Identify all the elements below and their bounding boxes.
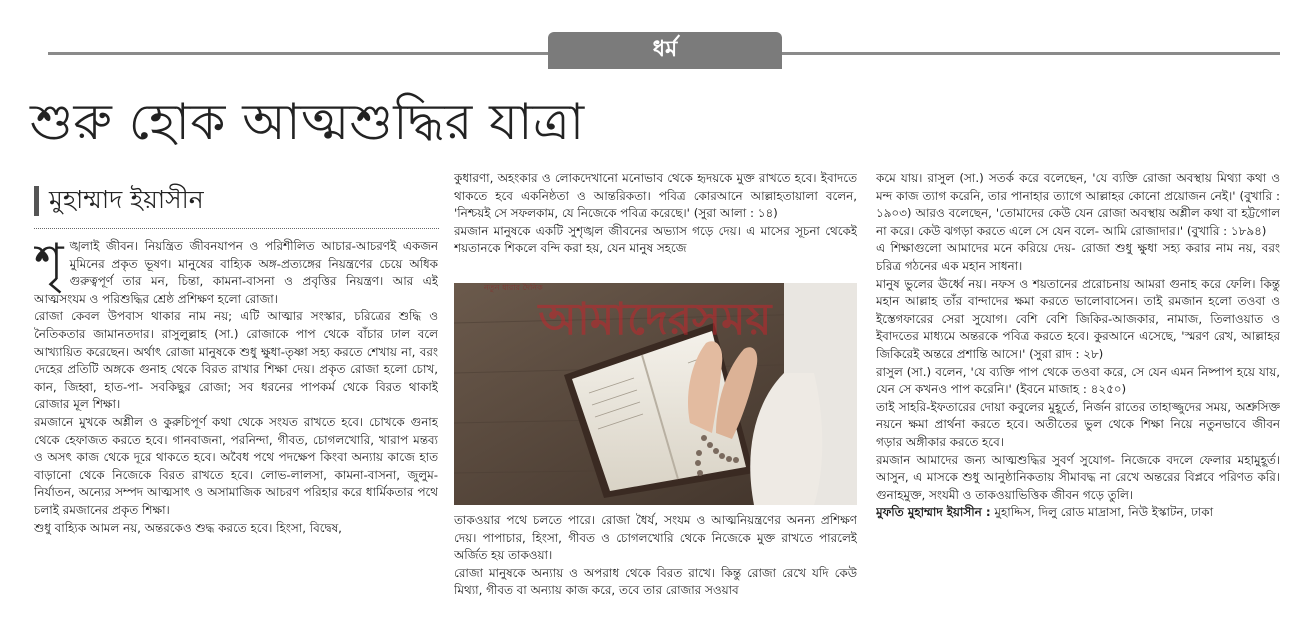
byline-bar xyxy=(34,186,39,216)
author-note xyxy=(876,504,1280,522)
article-photo xyxy=(454,283,857,505)
paragraph: মানুষ ভুলের ঊর্ধ্বে নয়। নফস ও শয়তানের প্ররোচনায় আমরা গুনাহ করে ফেলি। কিন্তু মহান আল্লাহ তাঁর বান্দাদের ক্ষমা করতে ভালোবাসেন। তাই রমজান হলো তওবা ও ইস্তেগফারের সেরা সুযোগ। বেশি বেশি জিকির-আজকার, নামাজ, তিলাওয়াত ও ইবাদতের মাধ্যমে অন্তরকে পবিত্র করতে হবে। কুরআনে এসেছে, 'স্মরণ রেখ, আল্লাহর জিকিরেই অন্তরে প্রশান্তি আসে।' (সুরা রাদ : ২৮) xyxy=(876,276,1280,361)
author-description: মুহাদ্দিস, দিলু রোড মাদ্রাসা, নিউ ইস্কাটন, ঢাকা xyxy=(990,505,1214,520)
paragraph: এ শিক্ষাগুলো আমাদের মনে করিয়ে দেয়- রোজা শুধু ক্ষুধা সহ্য করার নাম নয়, বরং চরিত্র গঠনের এক মহান সাধনা। xyxy=(876,241,1280,273)
article-column-2-bottom xyxy=(454,512,857,612)
paragraph: রোজা মানুষকে অন্যায় ও অপরাধ থেকে বিরত রাখে। কিন্তু রোজা রেখে যদি কেউ মিথ্যা, গীবত বা অন্যায় কাজ করে, তবে তার রোজার সওয়াব xyxy=(454,565,857,598)
article-column-1 xyxy=(34,238,438,608)
article-column-3 xyxy=(876,170,1280,610)
paragraph xyxy=(34,238,438,308)
article-headline: শুরু হোক আত্মশুদ্ধির যাত্রা xyxy=(30,93,585,151)
byline xyxy=(34,180,439,222)
byline-name: মুহাম্মাদ ইয়াসীন xyxy=(49,184,204,214)
paragraph: কমে যায়। রাসুল (সা.) সতর্ক করে বলেছেন, 'যে ব্যক্তি রোজা অবস্থায় মিথ্যা কথা ও মন্দ কাজ ত্যাগ করেনি, তার পানাহার ত্যাগে আল্লাহর কোনো প্রয়োজন নেই।' (বুখারি : ১৯০৩) আরও বলেছেন, 'তোমাদের কেউ যেন রোজা অবস্থায় অশ্লীল কথা বা হট্টগোল না করে। কেউ ঝগড়া করতে এলে সে যেন বলে- আমি রোজাদার।' (বুখারি : ১৮৯৪) xyxy=(876,171,1280,238)
paragraph: কুধারণা, অহংকার ও লোকদেখানো মনোভাব থেকে হৃদয়কে মুক্ত রাখতে হবে। ইবাদতে থাকতে হবে একনিষ্ঠতা ও আন্তরিকতা। পবিত্র কোরআনে আল্লাহতায়ালা বলেন, 'নিশ্চয়ই সে সফলকাম, যে নিজেকে পবিত্র করেছে।' (সুরা আলা : ১৪) xyxy=(454,171,857,221)
section-label: ধর্ম xyxy=(548,32,782,69)
paragraph: তাকওয়ার পথে চলতে পারে। রোজা ধৈর্য, সংযম ও আত্মনিয়ন্ত্রণের অনন্য প্রশিক্ষণ দেয়। পাপাচার, হিংসা, গীবত ও চোগলখোরি থেকে নিজেকে মুক্ত রাখতে পারলেই অর্জিত হয় তাকওয়া। xyxy=(454,513,857,563)
watermark-tagline: নতুন ধারার দৈনিক xyxy=(484,282,543,292)
article-column-2-top xyxy=(454,170,857,280)
paragraph: রমজান আমাদের জন্য আত্মশুদ্ধির সুবর্ণ সুযোগ- নিজেকে বদলে ফেলার মহামুহূর্ত। আসুন, এ মাসকে শুধু আনুষ্ঠানিকতায় সীমাবদ্ধ না রেখে অন্তরের বিপ্লবে পরিণত করি। গুনাহমুক্ত, সংযমী ও তাকওয়াভিত্তিক জীবন গড়ে তুলি। xyxy=(876,452,1280,502)
byline-divider xyxy=(34,228,439,229)
paragraph: রমজান মানুষকে একটি সুশৃঙ্খল জীবনের অভ্যাস গড়ে দেয়। এ মাসের সূচনা থেকেই শয়তানকে শিকলে বন্দি করা হয়, যেন মানুষ সহজে xyxy=(454,223,857,256)
paragraph: তাই সাহরি-ইফতারের দোয়া কবুলের মুহূর্তে, নির্জন রাতের তাহাজ্জুদের সময়, অশ্রুসিক্ত নয়নে ক্ষমা প্রার্থনা করতে হবে। অতীতের ভুল থেকে শিক্ষা নিয়ে নতুনভাবে জীবন গড়ার অঙ্গীকার করতে হবে। xyxy=(876,399,1280,449)
section-rule-right xyxy=(782,52,1280,55)
paragraph: শুধু বাহ্যিক আমল নয়, অন্তরকেও শুদ্ধ করতে হবে। হিংসা, বিদ্বেষ, xyxy=(34,520,342,535)
watermark-logo: আমাদেরসময় xyxy=(538,293,772,345)
paragraph-text: ঙ্খলাই জীবন। নিয়ন্ত্রিত জীবনযাপন ও পরিশীলিত আচার-আচরণই একজন মুমিনের প্রকৃত ভূষণ। মানুষের বাহ্যিক অঙ্গ-প্রত্যঙ্গের নিয়ন্ত্রণের চেয়ে অধিক গুরুত্বপূর্ণ তার মন, চিন্তা, কামনা-বাসনা ও প্রবৃত্তির নিয়ন্ত্রণ। আর এই আত্মসংযম ও পরিশুদ্ধির শ্রেষ্ঠ প্রশিক্ষণ হলো রোজা। xyxy=(34,239,438,306)
paragraph: রমজানে মুখকে অশ্লীল ও কুরুচিপূর্ণ কথা থেকে সংযত রাখতে হবে। চোখকে গুনাহ থেকে হেফাজত করতে হবে। গানবাজনা, পরনিন্দা, গীবত, চোগলখোরি, খারাপ মন্তব্য ও অসৎ কাজ থেকে দূরে থাকতে হবে। অবৈধ পথে পদক্ষেপ কিংবা অন্যায় কাজে হাত বাড়ানো থেকে নিজেকে বিরত রাখতে হবে। লোভ-লালসা, কামনা-বাসনা, জুলুম-নির্যাতন, অন্যের সম্পদ আত্মসাৎ ও অসামাজিক আচরণ পরিহার করে ধার্মিকতার পথে চলাই রমজানের প্রকৃত শিক্ষা। xyxy=(34,414,438,517)
paragraph: রাসুল (সা.) বলেন, 'যে ব্যক্তি পাপ থেকে তওবা করে, সে যেন এমন নিষ্পাপ হয়ে যায়, যেন সে কখনও পাপ করেনি।' (ইবনে মাজাহ : ৪২৫০) xyxy=(876,364,1280,397)
paragraph: রোজা কেবল উপবাস থাকার নাম নয়; এটি আত্মার সংস্কার, চরিত্রের শুদ্ধি ও নৈতিকতার জামানতদার। রাসুলুল্লাহ (সা.) রোজাকে পাপ থেকে বাঁচার ঢাল বলে আখ্যায়িত করেছেন। অর্থাৎ রোজা মানুষকে শুধু ক্ষুধা-তৃষ্ণা সহ্য করতে শেখায় না, বরং দেহের প্রতিটি অঙ্গকে গুনাহ থেকে বিরত রাখার শিক্ষা দেয়। প্রকৃত রোজা হলো চোখ, কান, জিহ্বা, হাত-পা- সবকিছুর রোজা; সব ধরনের পাপকর্ম থেকে বিরত থাকাই রোজার মূল শিক্ষা। xyxy=(34,309,438,412)
drop-cap: শৃ xyxy=(34,238,64,291)
author-name: মুফতি মুহাম্মাদ ইয়াসীন : xyxy=(876,505,991,520)
section-rule-left xyxy=(48,52,548,55)
praying-hands-quran-illustration xyxy=(454,283,857,505)
